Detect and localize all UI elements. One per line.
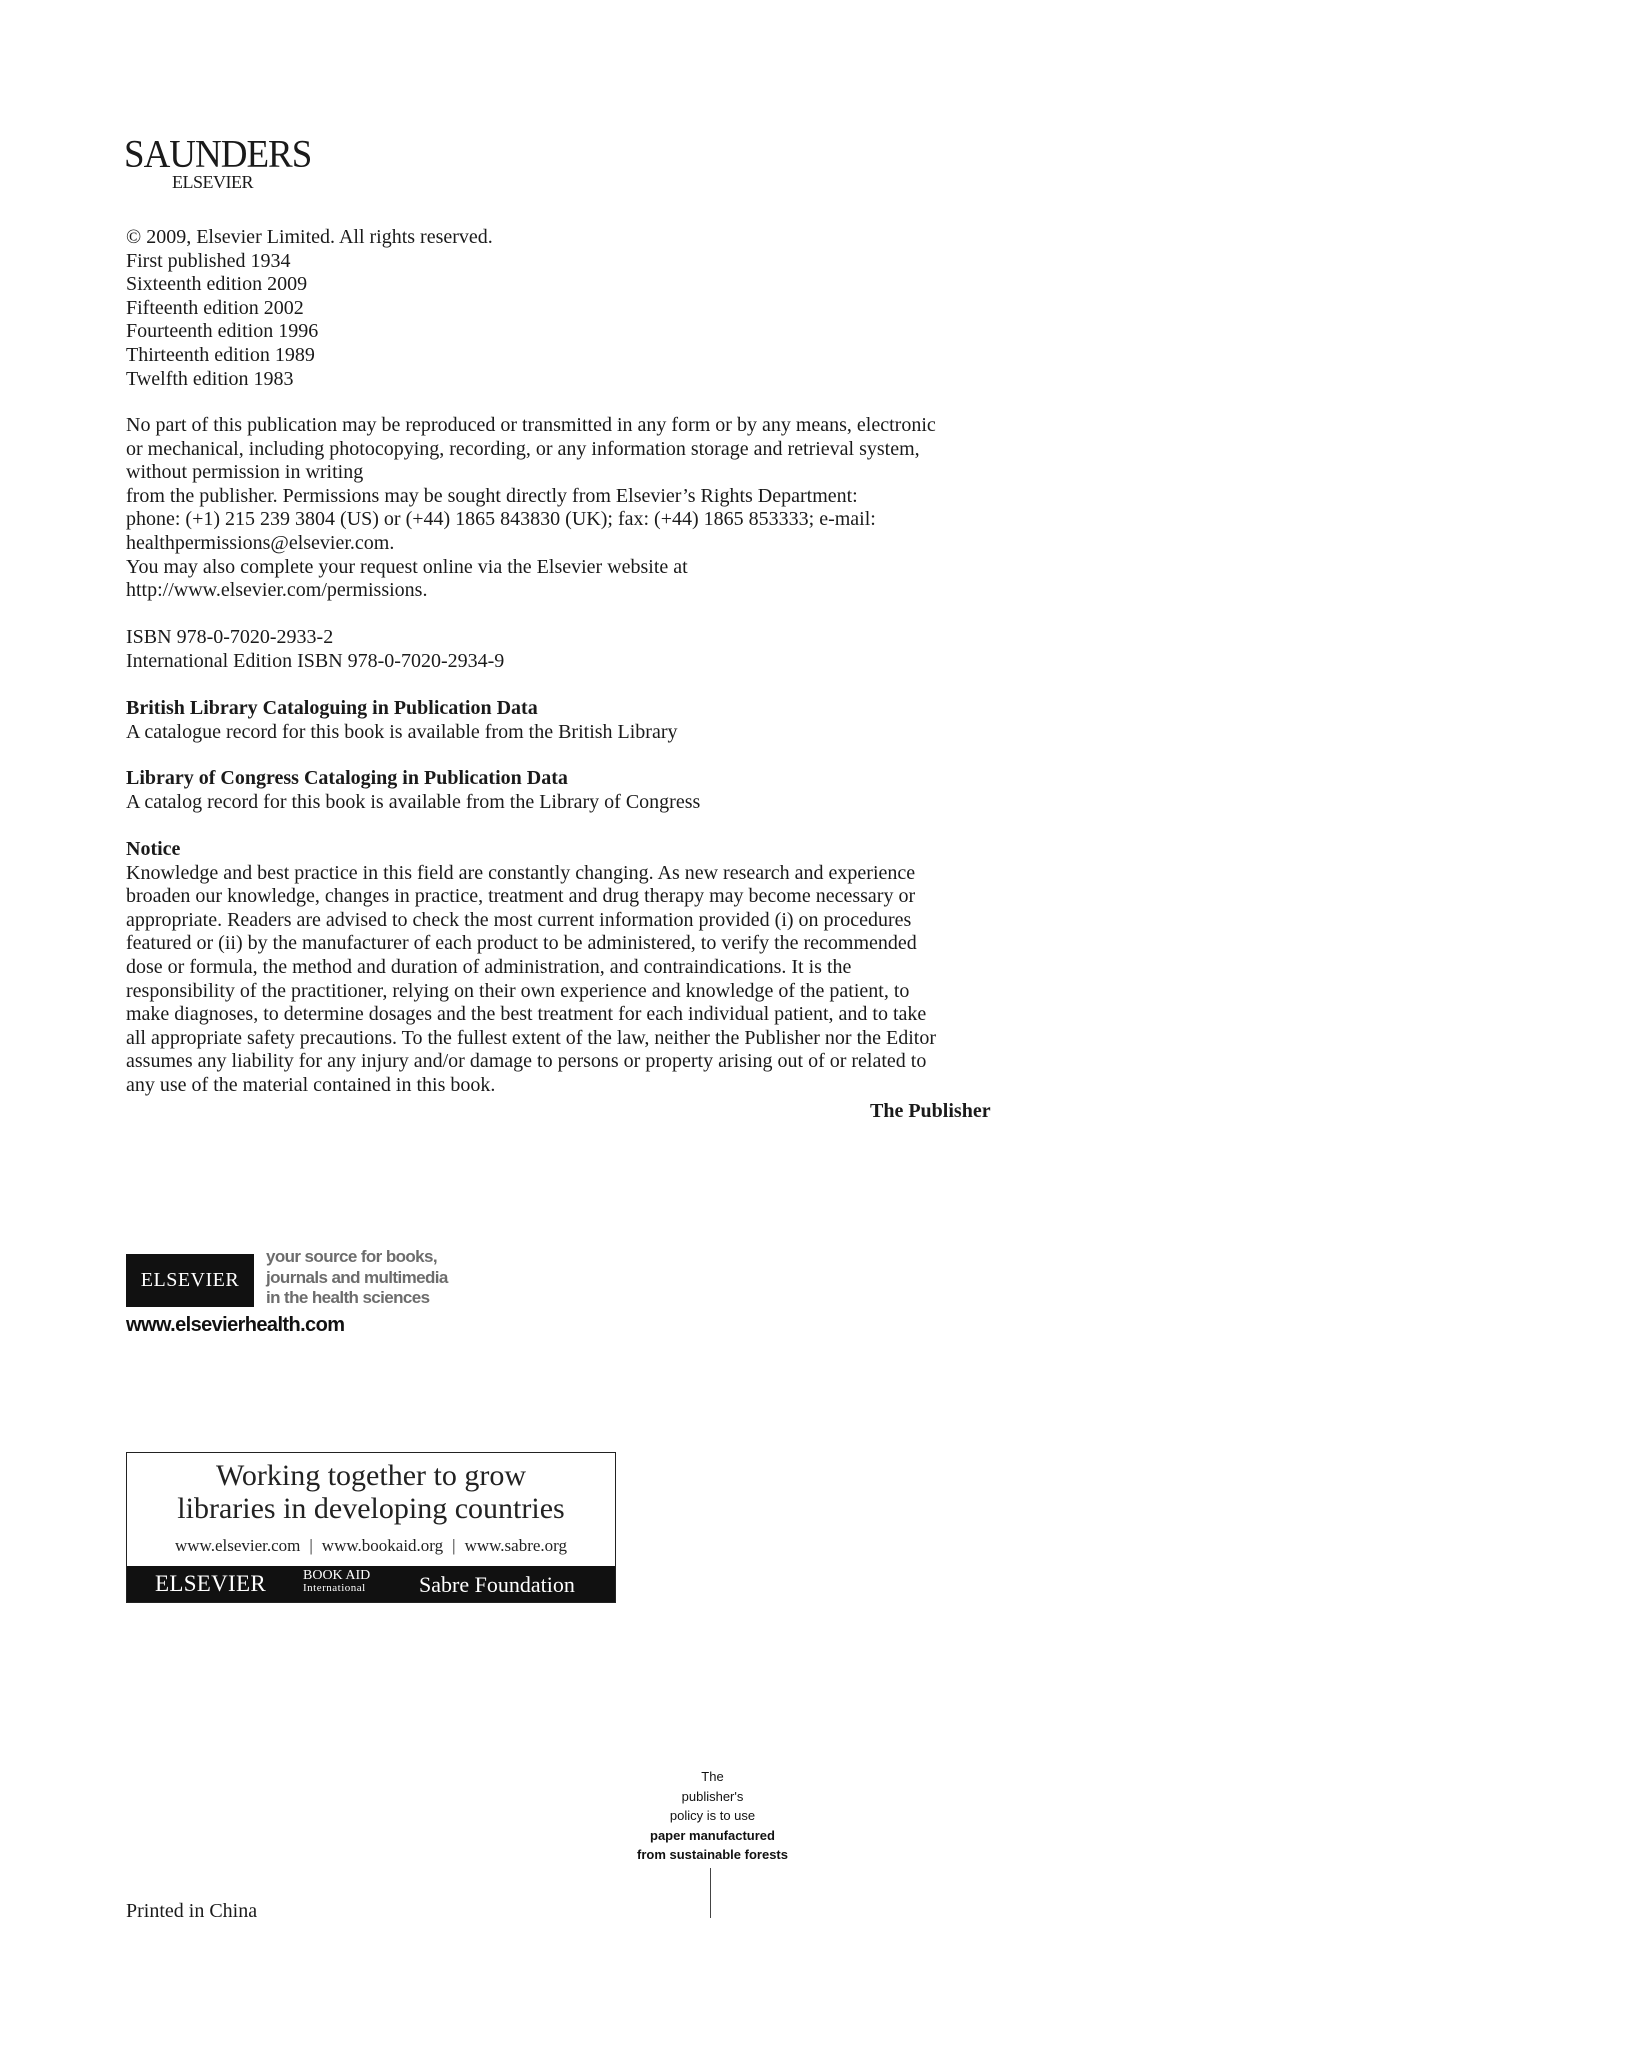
copyright-line: © 2009, Elsevier Limited. All rights reserved. [126,226,493,248]
sabre-url: www.sabre.org [464,1536,568,1555]
book-aid-title-line: Working together to grow [215,1459,527,1492]
notice-line: featured or (ii) by the manufacturer of each product to be administered, to verify the recommended [126,932,917,955]
book-aid-title-line: libraries in developing countries [177,1492,565,1525]
permissions-line: No part of this publication may be reproduced or transmitted in any form or by any means, electronic [126,414,936,436]
edition-line: Fourteenth edition 1996 [126,320,319,343]
notice-line: make diagnoses, to determine dosages and the best treatment for each individual patient, and to take [126,1003,927,1026]
british-library-text: A catalogue record for this book is available from the British Library [126,720,678,743]
forest-policy-note [610,1767,815,1865]
notice-heading: Notice [126,838,181,860]
forest-note-line: publisher's [681,1788,744,1804]
tagline-line: journals and multimedia [266,1267,448,1287]
publisher-signature: The Publisher [870,1100,991,1122]
permissions-line: without permission in writing [126,461,364,484]
printed-in: Printed in China [126,1900,258,1922]
book-aid-logo-bar [127,1566,615,1602]
permissions-url: http://www.elsevier.com/permissions. [126,579,428,602]
permissions-line: from the publisher. Permissions may be sought directly from Elsevier’s Rights Department: [126,484,858,507]
isbn-line: ISBN 978-0-7020-2933-2 [126,626,334,648]
edition-line: Twelfth edition 1983 [126,367,294,390]
permissions-line: phone: (+1) 215 239 3804 (US) or (+44) 1865 843830 (UK); fax: (+44) 1865 853333; e-mail: [126,508,876,531]
notice-line: all appropriate safety precautions. To the fullest extent of the law, neither the Publisher nor the Editor [126,1026,937,1049]
saunders-logo: SAUNDERS [124,132,312,177]
tagline-line: in the health sciences [266,1288,430,1307]
edition-line: Fifteenth edition 2002 [126,296,304,319]
forest-note-line: The [701,1769,724,1784]
elsevier-health-logo: ELSEVIER [126,1254,254,1307]
notice-line: dose or formula, the method and duration of administration, and contraindications. It is the [126,955,852,978]
book-aid-urls [127,1536,615,1556]
notice-line: appropriate. Readers are advised to check the most current information provided (i) on procedures [126,908,912,931]
loc-heading: Library of Congress Cataloging in Publication Data [126,767,568,789]
notice-line: any use of the material contained in this book. [126,1073,496,1096]
book-aid-title [127,1459,615,1525]
edition-line: Thirteenth edition 1989 [126,343,315,366]
british-library-heading: British Library Cataloguing in Publication Data [126,697,538,719]
book-aid-logo-main: BOOK AID [303,1568,371,1583]
url-separator: | [452,1536,456,1555]
isbn-block [126,626,504,673]
tagline-line: your source for books, [266,1247,438,1266]
elsevier-logo-sub: ELSEVIER [172,172,253,192]
loc-block [126,767,700,814]
isbn-international-line: International Edition ISBN 978-0-7020-2934-9 [126,649,505,672]
forest-note-divider [710,1868,711,1918]
bookaid-url: www.bookaid.org [321,1536,444,1555]
forest-note-line: paper manufactured [650,1827,775,1843]
sabre-foundation-logo: Sabre Foundation [419,1572,575,1597]
permissions-block [126,414,936,603]
book-aid-logo-sub: International [303,1582,366,1594]
book-aid-logo [303,1569,370,1595]
elsevier-url: www.elsevier.com [174,1536,301,1555]
notice-line: assumes any liability for any injury and/or damage to persons or property arising out of or related to [126,1050,927,1073]
loc-text: A catalog record for this book is available from the Library of Congress [126,790,701,813]
book-aid-box [126,1452,616,1603]
permissions-email: healthpermissions@elsevier.com. [126,531,395,554]
forest-note-line: policy is to use [669,1808,756,1824]
copyright-block [126,226,493,391]
edition-line: Sixteenth edition 2009 [126,273,308,296]
permissions-line: You may also complete your request online via the Elsevier website at [126,555,688,578]
edition-line: First published 1934 [126,249,291,272]
notice-line: broaden our knowledge, changes in practice, treatment and drug therapy may become necessary or [126,885,916,908]
url-separator: | [309,1536,313,1555]
british-library-block [126,697,678,744]
notice-line: Knowledge and best practice in this field are constantly changing. As new research and experience [126,861,916,884]
permissions-line: or mechanical, including photocopying, recording, or any information storage and retrieval system, [126,437,920,460]
forest-note-line: from sustainable forests [637,1847,788,1863]
elsevier-logo: ELSEVIER [155,1571,266,1596]
notice-line: responsibility of the practitioner, relying on their own experience and knowledge of the patient, to [126,979,910,1002]
notice-block [126,838,936,1098]
elsevier-health-url: www.elsevierhealth.com [126,1314,345,1336]
elsevier-health-tagline [266,1247,448,1309]
